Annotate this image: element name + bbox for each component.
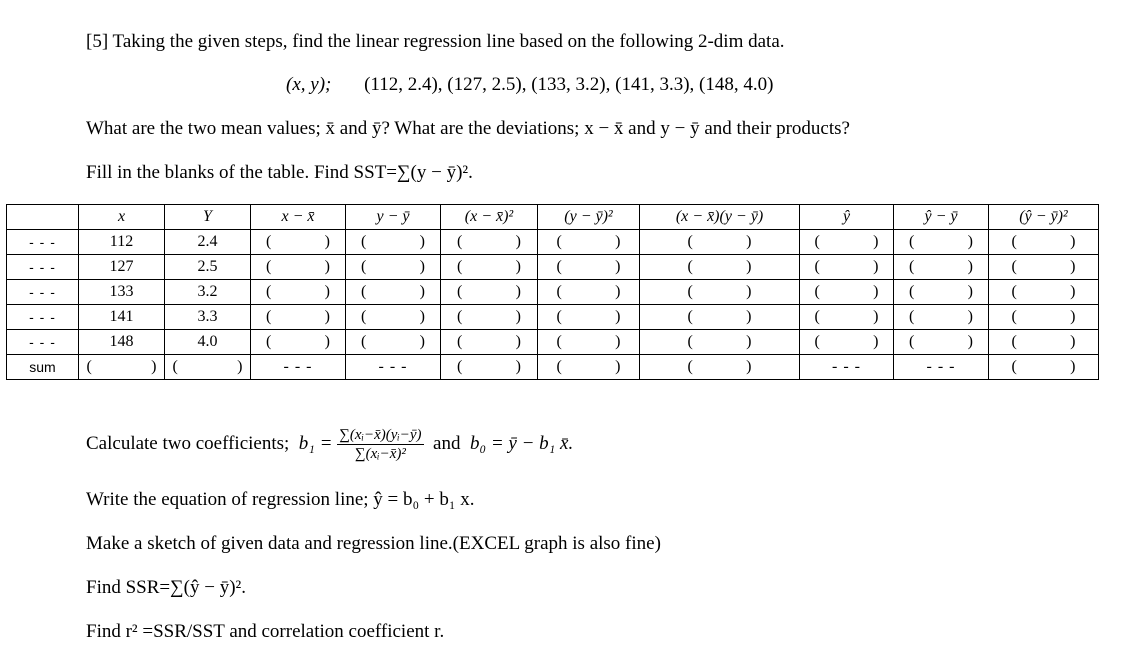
cell-y-dev-sq-blank[interactable]: ( ) — [538, 305, 640, 330]
cell-product-blank[interactable]: ( ) — [640, 280, 800, 305]
header-x: x — [79, 205, 165, 230]
equation-line: Write the equation of regression line; ŷ = b₀ + b₁ x. — [86, 489, 475, 510]
header-yhat-dev-sq: (ŷ − ȳ)² — [989, 205, 1099, 230]
header-yhat: ŷ — [800, 205, 894, 230]
cell-y-dev-sq-blank[interactable]: ( ) — [538, 230, 640, 255]
header-x-dev-sq: (x − x̄)² — [441, 205, 538, 230]
ssr-instruction: Find SSR=∑(ŷ − ȳ)². — [86, 577, 246, 598]
cell-yhat-dev-sq-blank[interactable]: ( ) — [989, 230, 1099, 255]
cell-product-blank[interactable]: ( ) — [640, 305, 800, 330]
cell-x-dev-sq-blank[interactable]: ( ) — [441, 280, 538, 305]
header-y-dev-sq: (y − ȳ)² — [538, 205, 640, 230]
cell-x-dev-sq-blank[interactable]: ( ) — [441, 230, 538, 255]
cell-x: 112 — [79, 230, 165, 255]
cell-yhat-dev-blank[interactable]: ( ) — [894, 280, 989, 305]
coefficients-line — [86, 426, 573, 470]
cell-x: 141 — [79, 305, 165, 330]
sum-yhat-dashes: - - - — [800, 355, 894, 380]
cell-yhat-blank[interactable]: ( ) — [800, 330, 894, 355]
header-y: Y — [165, 205, 251, 230]
sum-row — [7, 355, 1099, 380]
cell-y: 2.4 — [165, 230, 251, 255]
b1-label: b₁ = — [298, 432, 333, 454]
cell-x-dev-sq-blank[interactable]: ( ) — [441, 330, 538, 355]
row-label: - - - — [7, 230, 79, 255]
cell-x-dev-blank[interactable]: ( ) — [251, 230, 346, 255]
row-label: - - - — [7, 255, 79, 280]
cell-y: 2.5 — [165, 255, 251, 280]
cell-product-blank[interactable]: ( ) — [640, 255, 800, 280]
sketch-instruction: Make a sketch of given data and regression line.(EXCEL graph is also fine) — [86, 533, 661, 554]
cell-x-dev-blank[interactable]: ( ) — [251, 280, 346, 305]
sum-yhat-dev-sq-blank[interactable]: ( ) — [989, 355, 1099, 380]
cell-yhat-blank[interactable]: ( ) — [800, 305, 894, 330]
problem-title: [5] Taking the given steps, find the linear regression line based on the following 2-dim data. — [86, 31, 785, 52]
fill-instruction: Fill in the blanks of the table. Find SST=∑(y − ȳ)². — [86, 162, 473, 183]
data-label: (x, y); — [286, 74, 332, 95]
table-row — [7, 330, 1099, 355]
sum-yhat-dev-dashes: - - - — [894, 355, 989, 380]
b1-fraction — [337, 426, 423, 463]
sum-x-dev-sq-blank[interactable]: ( ) — [441, 355, 538, 380]
sum-y-blank[interactable]: ( ) — [165, 355, 251, 380]
cell-y: 4.0 — [165, 330, 251, 355]
cell-yhat-dev-blank[interactable]: ( ) — [894, 330, 989, 355]
sum-x-blank[interactable]: ( ) — [79, 355, 165, 380]
cell-x-dev-blank[interactable]: ( ) — [251, 330, 346, 355]
sum-x-dev-dashes: - - - — [251, 355, 346, 380]
cell-yhat-dev-sq-blank[interactable]: ( ) — [989, 255, 1099, 280]
b0-formula: b₀ = ȳ − b₁ x̄. — [469, 432, 574, 454]
cell-x: 127 — [79, 255, 165, 280]
b1-denominator: ∑(xᵢ−x̄)² — [354, 446, 406, 462]
row-label: - - - — [7, 305, 79, 330]
cell-yhat-blank[interactable]: ( ) — [800, 255, 894, 280]
data-points-line — [286, 73, 773, 97]
sum-y-dev-dashes: - - - — [346, 355, 441, 380]
cell-x: 148 — [79, 330, 165, 355]
cell-yhat-dev-blank[interactable]: ( ) — [894, 305, 989, 330]
cell-x-dev-blank[interactable]: ( ) — [251, 305, 346, 330]
means-question: What are the two mean values; x̄ and ȳ? What are the deviations; x − x̄ and y − ȳ and their products? — [86, 118, 850, 139]
cell-yhat-dev-blank[interactable]: ( ) — [894, 255, 989, 280]
cell-x-dev-blank[interactable]: ( ) — [251, 255, 346, 280]
data-points: (112, 2.4), (127, 2.5), (133, 3.2), (141, 3.3), (148, 4.0) — [364, 74, 774, 95]
table-row — [7, 280, 1099, 305]
row-label: - - - — [7, 280, 79, 305]
cell-x: 133 — [79, 280, 165, 305]
regression-table — [6, 204, 1099, 380]
coef-prefix: Calculate two coefficients; — [86, 432, 290, 454]
cell-yhat-dev-blank[interactable]: ( ) — [894, 230, 989, 255]
cell-y: 3.3 — [165, 305, 251, 330]
cell-yhat-blank[interactable]: ( ) — [800, 230, 894, 255]
cell-x-dev-sq-blank[interactable]: ( ) — [441, 255, 538, 280]
cell-y-dev-blank[interactable]: ( ) — [346, 330, 441, 355]
header-x-dev: x − x̄ — [251, 205, 346, 230]
cell-y-dev-blank[interactable]: ( ) — [346, 255, 441, 280]
sum-product-blank[interactable]: ( ) — [640, 355, 800, 380]
cell-yhat-blank[interactable]: ( ) — [800, 280, 894, 305]
b1-numerator: ∑(xᵢ−x̄)(yᵢ−ȳ) — [339, 427, 422, 443]
sum-label: sum — [7, 355, 79, 380]
cell-y-dev-blank[interactable]: ( ) — [346, 280, 441, 305]
cell-product-blank[interactable]: ( ) — [640, 230, 800, 255]
table-row — [7, 230, 1099, 255]
header-y-dev: y − ȳ — [346, 205, 441, 230]
header-yhat-dev: ŷ − ȳ — [894, 205, 989, 230]
sum-y-dev-sq-blank[interactable]: ( ) — [538, 355, 640, 380]
cell-y-dev-sq-blank[interactable]: ( ) — [538, 255, 640, 280]
header-blank — [7, 205, 79, 230]
coef-and: and — [433, 432, 461, 454]
cell-y-dev-blank[interactable]: ( ) — [346, 230, 441, 255]
cell-yhat-dev-sq-blank[interactable]: ( ) — [989, 280, 1099, 305]
table-row — [7, 255, 1099, 280]
cell-y: 3.2 — [165, 280, 251, 305]
cell-y-dev-sq-blank[interactable]: ( ) — [538, 330, 640, 355]
cell-y-dev-blank[interactable]: ( ) — [346, 305, 441, 330]
cell-yhat-dev-sq-blank[interactable]: ( ) — [989, 305, 1099, 330]
row-label: - - - — [7, 330, 79, 355]
table-header-row — [7, 205, 1099, 230]
r2-instruction: Find r² =SSR/SST and correlation coefficient r. — [86, 621, 445, 642]
cell-x-dev-sq-blank[interactable]: ( ) — [441, 305, 538, 330]
cell-yhat-dev-sq-blank[interactable]: ( ) — [989, 330, 1099, 355]
cell-product-blank[interactable]: ( ) — [640, 330, 800, 355]
table-row — [7, 305, 1099, 330]
cell-y-dev-sq-blank[interactable]: ( ) — [538, 280, 640, 305]
header-product: (x − x̄)(y − ȳ) — [640, 205, 800, 230]
